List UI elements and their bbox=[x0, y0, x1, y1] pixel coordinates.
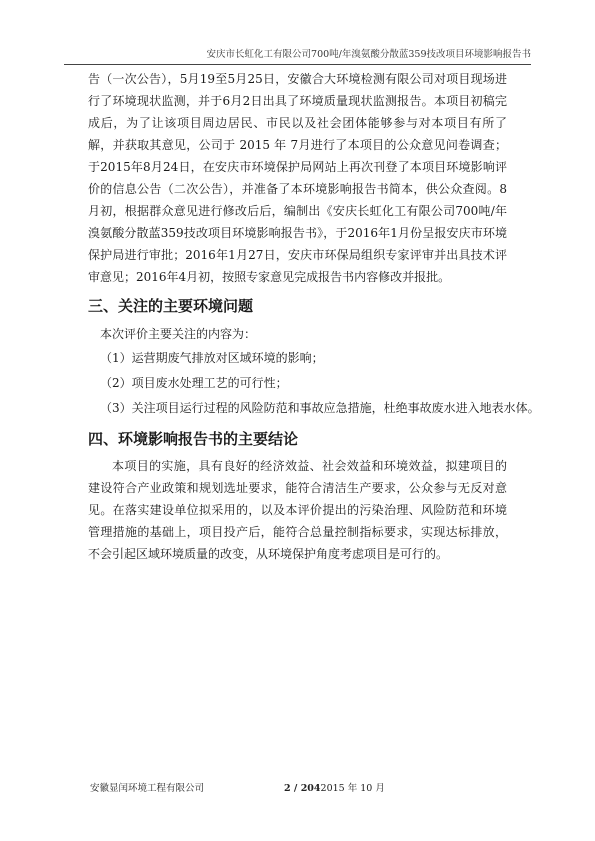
section-3-list bbox=[88, 346, 540, 421]
continued-paragraph: 告（一次公告），5月19至5月25日，安徽合大环境检测有限公司对项目现场进行了环境现状监测，并于6月2日出具了环境质量现状监测报告。本项目初稿完成后，为了让该项目周边居民、市民以及社会团体能够参与对本项目有所了解，并获取其意见，公司于 2015 年 7月进行了本项目的公众意见问卷调查；于2015年8月24日，在安庆市环境保护局网站上再次刊登了本项目环境影响评价的信息公告（二次公告），并准备了本环境影响报告书简本，供公众查阅。8月初，根据群众意见进行修改后后，编制出《安庆长虹化工有限公司700吨/年溴氨酸分散蓝359技改项目环境影响报告书》，于2016年1月份呈报安庆市环境保护局进行审批；2016年1月27日，安庆市环保局组织专家评审并出具技术评审意见；2016年4月初，按照专家意见完成报告书内容修改并报批。 bbox=[88, 72, 507, 284]
page-header bbox=[64, 46, 531, 65]
section-3-heading: 三、关注的主要环境问题 bbox=[88, 297, 254, 315]
header-title: 安庆市长虹化工有限公司700吨/年溴氨酸分散蓝359技改项目环境影响报告书 bbox=[206, 49, 531, 60]
document-body bbox=[88, 68, 540, 565]
list-item: （1）运营期废气排放对区域环境的影响； bbox=[100, 351, 324, 365]
section-4-heading: 四、环境影响报告书的主要结论 bbox=[88, 430, 299, 448]
list-item: （2）项目废水处理工艺的可行性； bbox=[100, 376, 288, 390]
page-number: 2 / 204 bbox=[284, 783, 321, 794]
footer-date: 2015 年 10 月 bbox=[320, 783, 385, 794]
section-4-paragraph: 本项目的实施，具有良好的经济效益、社会效益和环境效益，拟建项目的建设符合产业政策和规划选址要求，能符合清洁生产要求，公众参与无反对意见。在落实建设单位拟采用的，以及本评价提出的污染治理、风险防范和环境管理措施的基础上，项目投产后，能符合总量控制指标要求，实现达标排放，不会引起区域环境质量的改变，从环境保护角度考虑项目是可行的。 bbox=[88, 459, 507, 561]
section-3-intro: 本次评价主要关注的内容为： bbox=[100, 327, 257, 341]
footer-page-info bbox=[284, 780, 385, 794]
list-item: （3）关注项目运行过程的风险防范和事故应急措施，杜绝事故废水进入地表水体。 bbox=[100, 401, 540, 415]
footer-company: 安徽显闰环境工程有限公司 bbox=[90, 783, 205, 794]
